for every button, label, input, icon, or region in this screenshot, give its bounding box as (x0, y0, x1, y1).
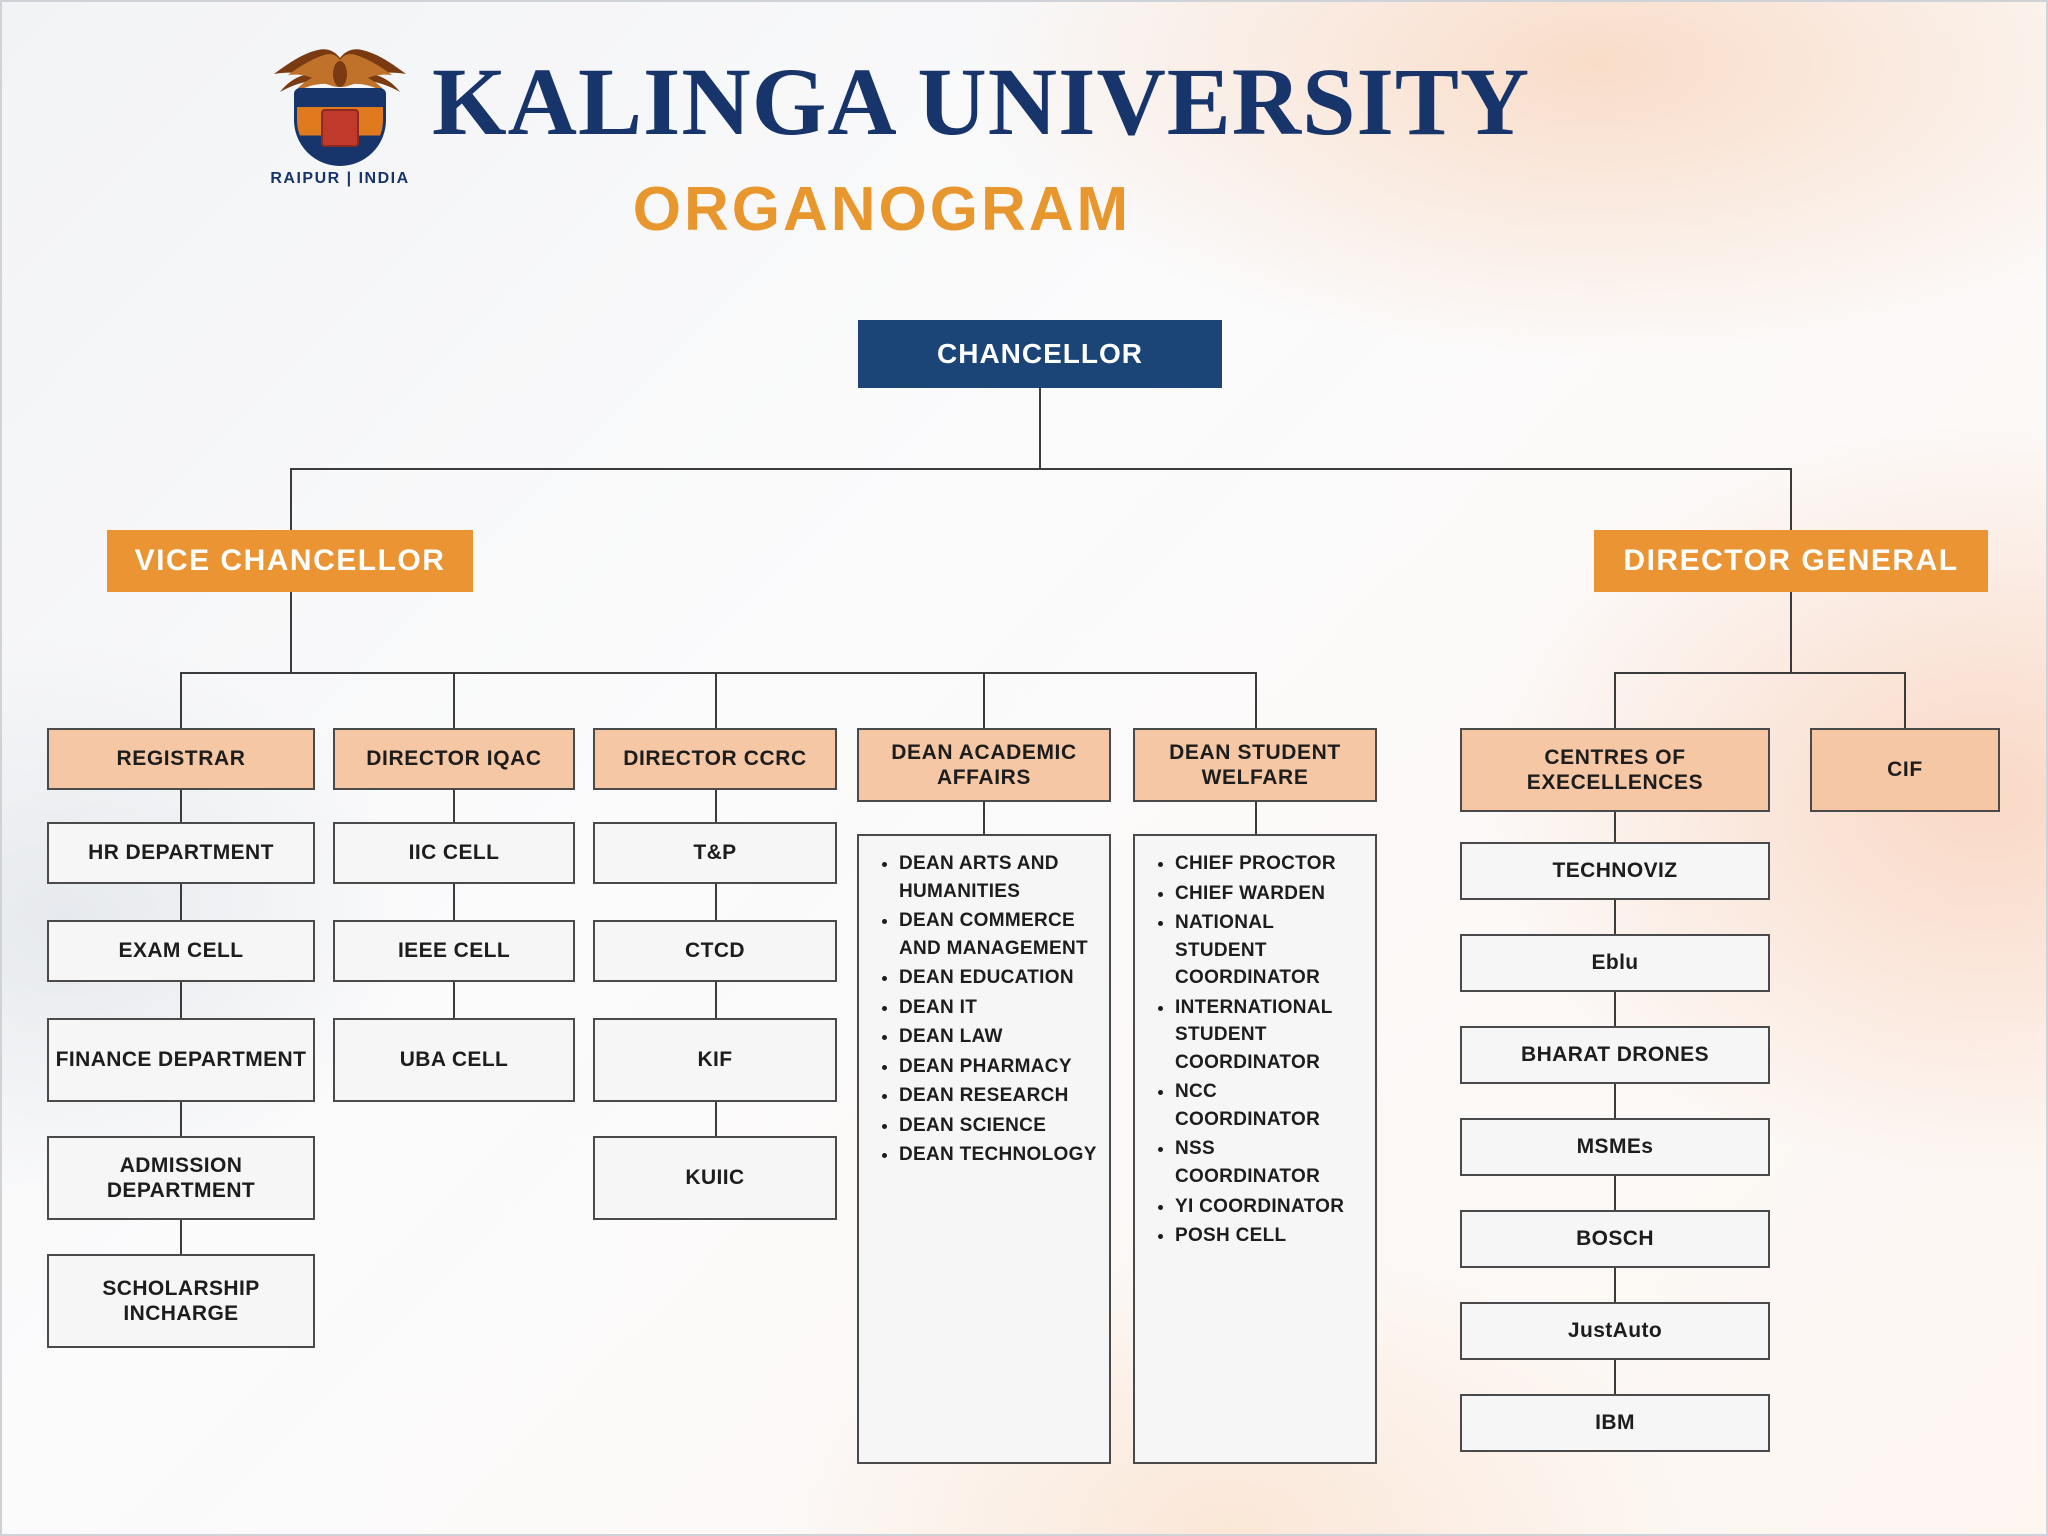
node-director-iqac[interactable]: DIRECTOR IQAC (333, 728, 575, 790)
connector-registrar-4 (180, 1102, 182, 1136)
connector-ccrc-1 (715, 790, 717, 822)
connector-vc-iqac (453, 672, 455, 728)
leaf-iqac-1[interactable]: IEEE CELL (333, 920, 575, 982)
leaf-registrar-2[interactable]: FINANCE DEPARTMENT (47, 1018, 315, 1102)
connector-vc-registrar (180, 672, 182, 728)
list-item: • DEAN COMMERCE AND MANAGEMENT (899, 907, 1099, 962)
connector-dg-cif (1904, 672, 1906, 728)
list-item: • NATIONAL STUDENT COORDINATOR (1175, 909, 1365, 992)
leaf-coe-6[interactable]: IBM (1460, 1394, 1770, 1452)
leaf-registrar-0[interactable]: HR DEPARTMENT (47, 822, 315, 884)
list-item: • YI COORDINATOR (1175, 1193, 1365, 1221)
leaf-coe-4[interactable]: BOSCH (1460, 1210, 1770, 1268)
connector-registrar-3 (180, 982, 182, 1018)
node-director-general[interactable]: DIRECTOR GENERAL (1594, 530, 1988, 592)
list-item: • INTERNATIONAL STUDENT COORDINATOR (1175, 994, 1365, 1077)
connector-dean-student-panel (1255, 802, 1257, 834)
connector-iqac-2 (453, 884, 455, 920)
list-item: • CHIEF WARDEN (1175, 880, 1365, 908)
node-dean-student-welfare[interactable]: DEAN STUDENT WELFARE (1133, 728, 1377, 802)
page-title: KALINGA UNIVERSITY (432, 48, 1531, 155)
list-item: • DEAN PHARMACY (899, 1053, 1099, 1081)
leaf-coe-0[interactable]: TECHNOVIZ (1460, 842, 1770, 900)
connector-coe-2 (1614, 900, 1616, 934)
connector-coe-7 (1614, 1360, 1616, 1394)
leaf-coe-2[interactable]: BHARAT DRONES (1460, 1026, 1770, 1084)
connector-ccrc-2 (715, 884, 717, 920)
list-item: • DEAN ARTS AND HUMANITIES (899, 850, 1099, 905)
list-item: • DEAN EDUCATION (899, 964, 1099, 992)
leaf-ccrc-3[interactable]: KUIIC (593, 1136, 837, 1220)
connector-registrar-5 (180, 1220, 182, 1254)
connector-coe-5 (1614, 1176, 1616, 1210)
list-item: • DEAN RESEARCH (899, 1082, 1099, 1110)
leaf-registrar-1[interactable]: EXAM CELL (47, 920, 315, 982)
connector-coe-3 (1614, 992, 1616, 1026)
list-item: • NSS COORDINATOR (1175, 1135, 1365, 1190)
connector-vc-bus (180, 672, 1256, 674)
page-header (2, 24, 2048, 284)
connector-dg-coe (1614, 672, 1616, 728)
connector-ccrc-3 (715, 982, 717, 1018)
leaf-iqac-0[interactable]: IIC CELL (333, 822, 575, 884)
list-item: • POSH CELL (1175, 1222, 1365, 1250)
list-item: • CHIEF PROCTOR (1175, 850, 1365, 878)
panel-dean-academic-affairs[interactable] (857, 834, 1111, 1464)
university-logo (250, 44, 430, 204)
leaf-registrar-4[interactable]: SCHOLARSHIP INCHARGE (47, 1254, 315, 1348)
connector-chancellor-down (1039, 388, 1041, 468)
list-item: • DEAN SCIENCE (899, 1112, 1099, 1140)
node-centres-of-excellences[interactable]: CENTRES OF EXECELLENCES (1460, 728, 1770, 812)
panel-dean-student-welfare[interactable] (1133, 834, 1377, 1464)
node-chancellor[interactable]: CHANCELLOR (858, 320, 1222, 388)
leaf-coe-1[interactable]: Eblu (1460, 934, 1770, 992)
node-dean-academic-affairs[interactable]: DEAN ACADEMIC AFFAIRS (857, 728, 1111, 802)
leaf-ccrc-1[interactable]: CTCD (593, 920, 837, 982)
node-vice-chancellor[interactable]: VICE CHANCELLOR (107, 530, 473, 592)
leaf-ccrc-0[interactable]: T&P (593, 822, 837, 884)
logo-caption: RAIPUR | INDIA (270, 170, 410, 187)
list-item: • DEAN IT (899, 994, 1099, 1022)
connector-iqac-3 (453, 982, 455, 1018)
list-dean-academic-affairs (873, 850, 1099, 1169)
connector-ccrc-4 (715, 1102, 717, 1136)
node-cif[interactable]: CIF (1810, 728, 2000, 812)
list-item: • DEAN TECHNOLOGY (899, 1141, 1099, 1169)
leaf-registrar-3[interactable]: ADMISSION DEPARTMENT (47, 1136, 315, 1220)
node-director-ccrc[interactable]: DIRECTOR CCRC (593, 728, 837, 790)
connector-vc-dean-student (1255, 672, 1257, 728)
leaf-iqac-2[interactable]: UBA CELL (333, 1018, 575, 1102)
connector-dean-academic-panel (983, 802, 985, 834)
list-item: • NCC COORDINATOR (1175, 1078, 1365, 1133)
connector-top-bus (290, 468, 1790, 470)
connector-iqac-1 (453, 790, 455, 822)
node-registrar[interactable]: REGISTRAR (47, 728, 315, 790)
connector-registrar-2 (180, 884, 182, 920)
connector-to-vice-chancellor (290, 468, 292, 530)
leaf-coe-5[interactable]: JustAuto (1460, 1302, 1770, 1360)
leaf-ccrc-2[interactable]: KIF (593, 1018, 837, 1102)
leaf-coe-3[interactable]: MSMEs (1460, 1118, 1770, 1176)
connector-registrar-1 (180, 790, 182, 822)
list-item: • DEAN LAW (899, 1023, 1099, 1051)
connector-vc-ccrc (715, 672, 717, 728)
connector-coe-6 (1614, 1268, 1616, 1302)
connector-vc-down (290, 592, 292, 672)
crest-shield (294, 88, 386, 166)
list-dean-student-welfare (1149, 850, 1365, 1250)
connector-coe-4 (1614, 1084, 1616, 1118)
page-subtitle: ORGANOGRAM (632, 175, 1132, 244)
connector-coe-1 (1614, 812, 1616, 842)
connector-dg-bus (1614, 672, 1904, 674)
connector-vc-dean-academic (983, 672, 985, 728)
connector-dg-down (1790, 592, 1792, 672)
connector-to-director-general (1790, 468, 1792, 530)
